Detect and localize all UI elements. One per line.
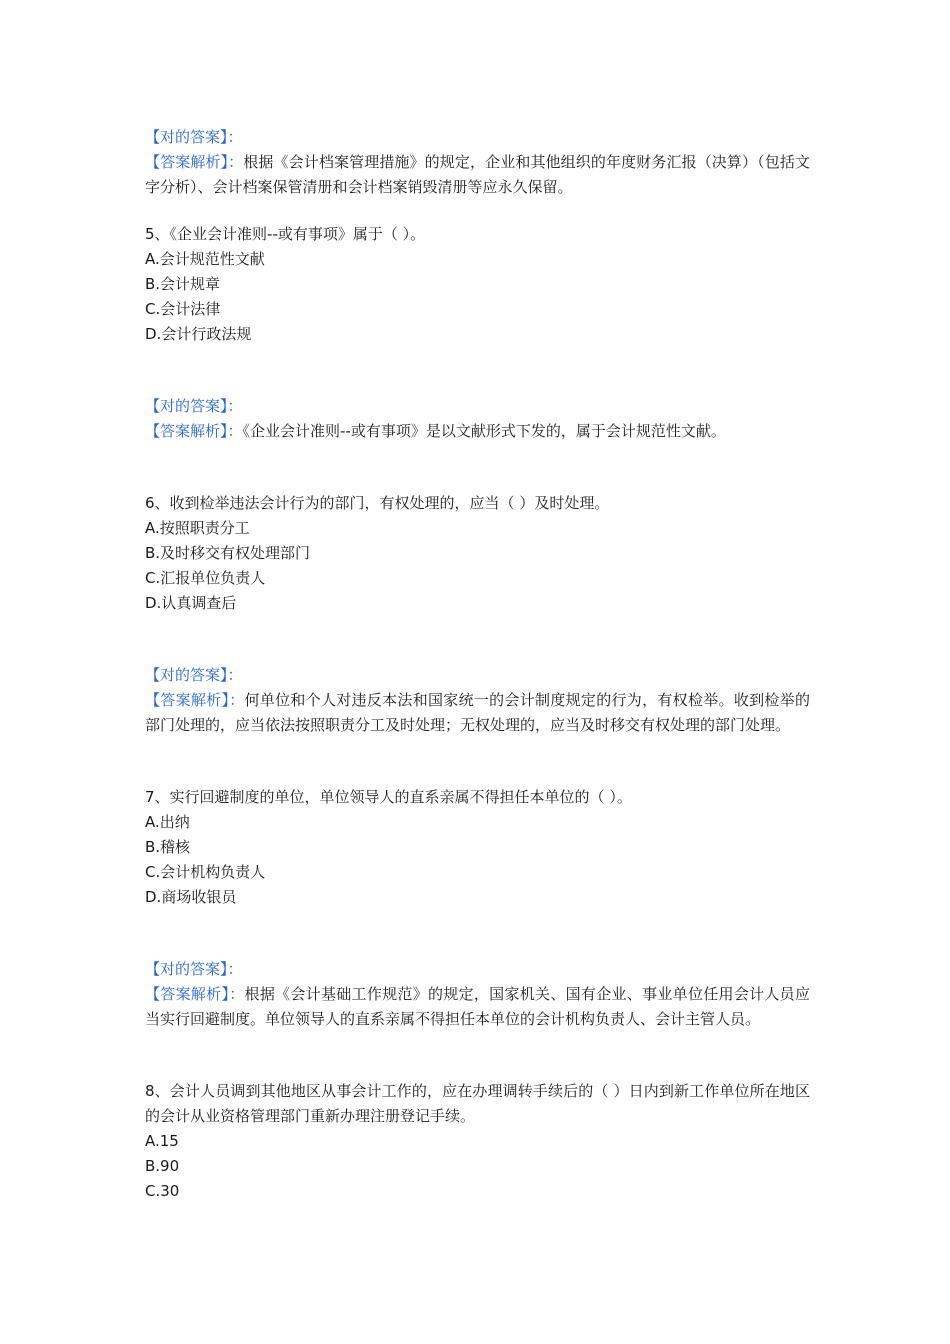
option-c: C.汇报单位负责人 [145,569,266,587]
option-b: B.稽核 [145,838,191,856]
q6-answer-block [145,663,810,738]
analysis-tag: 【答案解析】： [145,153,244,171]
analysis-text: 根据《会计档案管理措施》的规定，企业和其他组织的年度财务汇报（决算）（包括文字分析）、会计档案保管清册和会计档案销毁清册等应永久保留。 [145,153,810,196]
option-a: A.出纳 [145,813,190,831]
option-c: C.30 [145,1182,180,1200]
option-a: A.会计规范性文献 [145,250,265,268]
question-text: 8、会计人员调到其他地区从事会计工作的，应在办理调转手续后的（ ）日内到新工作单位所在地区的会计从业资格管理部门重新办理注册登记手续。 [145,1082,810,1125]
option-b: B.会计规章 [145,275,221,293]
analysis-text: 《企业会计准则--或有事项》是以文献形式下发的，属于会计规范性文献。 [242,422,726,440]
option-b: B.及时移交有权处理部门 [145,544,311,562]
question-text: 7、实行回避制度的单位，单位领导人的直系亲属不得担任本单位的（ ）。 [145,788,632,806]
q4-answer-block [145,125,810,200]
option-c: C.会计机构负责人 [145,863,266,881]
correct-answer-line [145,394,810,419]
correct-answer-line [145,125,810,150]
question-text: 5、《企业会计准则--或有事项》属于（ ）。 [145,225,426,243]
correct-answer-tag: 【对的答案】： [145,666,243,684]
correct-answer-tag: 【对的答案】： [145,960,243,978]
option-d: D.商场收银员 [145,888,237,906]
question-5 [145,222,810,347]
analysis-text: 根据《会计基础工作规范》的规定，国家机关、国有企业、事业单位任用会计人员应当实行回避制度。单位领导人的直系亲属不得担任本单位的会计机构负责人、会计主管人员。 [145,985,810,1028]
option-d: D.会计行政法规 [145,325,252,343]
question-8 [145,1079,810,1204]
option-d: D.认真调查后 [145,594,237,612]
analysis-line [145,419,810,444]
q7-answer-block [145,957,810,1032]
option-a: A.15 [145,1132,179,1150]
correct-answer-tag: 【对的答案】： [145,397,243,415]
question-6 [145,491,810,616]
option-a: A.按照职责分工 [145,519,250,537]
correct-answer-line [145,957,810,982]
analysis-tag: 【答案解析】： [145,422,243,440]
analysis-text: 何单位和个人对违反本法和国家统一的会计制度规定的行为，有权检举。收到检举的部门处理的，应当依法按照职责分工及时处理；无权处理的，应当及时移交有权处理的部门处理。 [145,691,810,734]
correct-answer-line [145,663,810,688]
question-text: 6、收到检举违法会计行为的部门，有权处理的，应当（ ）及时处理。 [145,494,610,512]
analysis-line [145,150,810,200]
analysis-line [145,982,810,1032]
analysis-tag: 【答案解析】： [145,985,245,1003]
correct-answer-tag: 【对的答案】： [145,128,243,146]
question-7 [145,785,810,910]
option-b: B.90 [145,1157,180,1175]
option-c: C.会计法律 [145,300,221,318]
q5-answer-block [145,394,810,444]
analysis-tag: 【答案解析】： [145,691,245,709]
analysis-line [145,688,810,738]
